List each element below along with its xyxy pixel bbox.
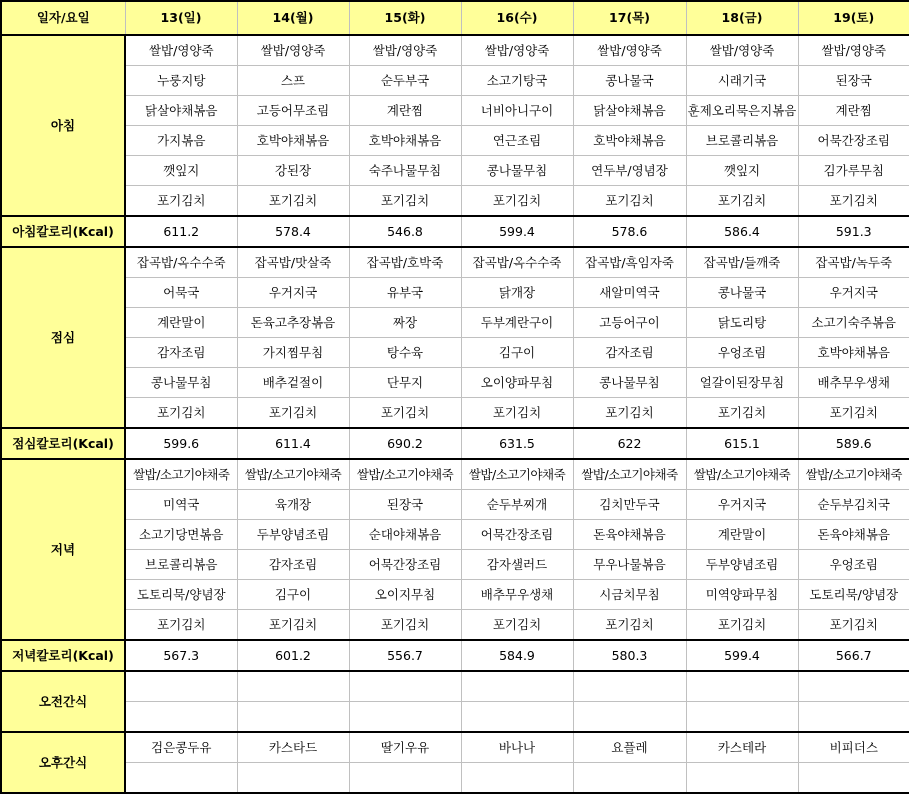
menu-cell: 포기김치 — [125, 186, 237, 217]
breakfast-calorie-label: 아침칼로리(Kcal) — [1, 216, 125, 247]
calorie-value: 580.3 — [573, 640, 686, 671]
menu-cell: 우엉조림 — [686, 338, 798, 368]
menu-cell — [125, 763, 237, 794]
menu-cell: 쌀밥/영양죽 — [349, 35, 461, 66]
am_snack-row — [1, 702, 909, 733]
day-header: 13(일) — [125, 1, 237, 35]
menu-cell: 미역양파무침 — [686, 580, 798, 610]
menu-cell: 감자조림 — [237, 550, 349, 580]
dinner-row — [1, 550, 909, 580]
breakfast-row — [1, 126, 909, 156]
menu-cell — [349, 702, 461, 733]
calorie-value: 631.5 — [461, 428, 573, 459]
menu-cell: 잡곡밥/녹두죽 — [798, 247, 909, 278]
header-row — [1, 1, 909, 35]
menu-cell: 포기김치 — [461, 186, 573, 217]
menu-cell: 호박야채볶음 — [798, 338, 909, 368]
menu-cell: 두부양념조림 — [237, 520, 349, 550]
menu-cell: 쌀밥/영양죽 — [798, 35, 909, 66]
menu-cell: 감자샐러드 — [461, 550, 573, 580]
menu-cell: 포기김치 — [349, 186, 461, 217]
dinner-row — [1, 490, 909, 520]
menu-cell: 잡곡밥/흑임자죽 — [573, 247, 686, 278]
calorie-value: 556.7 — [349, 640, 461, 671]
menu-cell: 포기김치 — [125, 610, 237, 641]
breakfast-row — [1, 66, 909, 96]
dinner-row — [1, 459, 909, 490]
menu-cell: 어묵간장조림 — [798, 126, 909, 156]
menu-cell: 콩나물국 — [686, 278, 798, 308]
menu-cell: 쌀밥/영양죽 — [573, 35, 686, 66]
menu-cell: 우거지국 — [686, 490, 798, 520]
calorie-value: 584.9 — [461, 640, 573, 671]
menu-cell: 고등어구이 — [573, 308, 686, 338]
menu-cell: 어묵간장조림 — [349, 550, 461, 580]
menu-cell: 쌀밥/소고기야채죽 — [461, 459, 573, 490]
breakfast-label: 아침 — [1, 35, 125, 216]
menu-cell: 잡곡밥/옥수수죽 — [125, 247, 237, 278]
calorie-value: 567.3 — [125, 640, 237, 671]
menu-cell: 요플레 — [573, 732, 686, 763]
menu-cell: 시래기국 — [686, 66, 798, 96]
breakfast-row — [1, 96, 909, 126]
menu-cell: 닭도리탕 — [686, 308, 798, 338]
day-header: 15(화) — [349, 1, 461, 35]
menu-cell: 브로콜리볶음 — [686, 126, 798, 156]
menu-cell: 쌀밥/영양죽 — [461, 35, 573, 66]
menu-cell — [237, 763, 349, 794]
menu-cell: 호박야채볶음 — [349, 126, 461, 156]
menu-cell — [461, 702, 573, 733]
menu-cell: 계란찜 — [798, 96, 909, 126]
menu-cell: 너비아니구이 — [461, 96, 573, 126]
calorie-value: 611.2 — [125, 216, 237, 247]
calorie-value: 599.4 — [461, 216, 573, 247]
menu-cell: 순두부김치국 — [798, 490, 909, 520]
menu-cell: 된장국 — [798, 66, 909, 96]
menu-cell: 깻잎지 — [686, 156, 798, 186]
pm_snack-row — [1, 732, 909, 763]
menu-cell: 육개장 — [237, 490, 349, 520]
menu-cell: 쌀밥/소고기야채죽 — [686, 459, 798, 490]
menu-cell: 닭개장 — [461, 278, 573, 308]
menu-cell: 닭살야채볶음 — [125, 96, 237, 126]
menu-cell: 유부국 — [349, 278, 461, 308]
menu-cell: 포기김치 — [798, 186, 909, 217]
lunch-row — [1, 338, 909, 368]
lunch-calorie-row — [1, 428, 909, 459]
menu-cell: 오이지무침 — [349, 580, 461, 610]
menu-cell: 계란말이 — [125, 308, 237, 338]
menu-cell: 잡곡밥/들깨죽 — [686, 247, 798, 278]
calorie-value: 589.6 — [798, 428, 909, 459]
menu-cell: 미역국 — [125, 490, 237, 520]
breakfast-row — [1, 35, 909, 66]
menu-cell: 두부계란구이 — [461, 308, 573, 338]
lunch-row — [1, 247, 909, 278]
menu-cell: 포기김치 — [349, 610, 461, 641]
menu-cell — [686, 763, 798, 794]
dinner-row — [1, 610, 909, 641]
menu-cell: 연근조림 — [461, 126, 573, 156]
breakfast-row — [1, 186, 909, 217]
menu-cell: 쌀밥/소고기야채죽 — [573, 459, 686, 490]
lunch-row — [1, 368, 909, 398]
menu-cell: 오이양파무침 — [461, 368, 573, 398]
menu-cell: 스프 — [237, 66, 349, 96]
menu-cell: 우엉조림 — [798, 550, 909, 580]
calorie-value: 622 — [573, 428, 686, 459]
menu-cell: 돈육야채볶음 — [798, 520, 909, 550]
menu-cell: 강된장 — [237, 156, 349, 186]
menu-cell: 가지찜무침 — [237, 338, 349, 368]
menu-cell: 포기김치 — [125, 398, 237, 429]
menu-cell: 쌀밥/영양죽 — [686, 35, 798, 66]
menu-cell: 감자조림 — [573, 338, 686, 368]
menu-cell: 닭살야채볶음 — [573, 96, 686, 126]
menu-cell: 포기김치 — [573, 610, 686, 641]
menu-cell: 배추겉절이 — [237, 368, 349, 398]
menu-cell: 어묵간장조림 — [461, 520, 573, 550]
menu-cell: 딸기우유 — [349, 732, 461, 763]
menu-cell: 포기김치 — [686, 610, 798, 641]
day-header: 14(월) — [237, 1, 349, 35]
calorie-value: 615.1 — [686, 428, 798, 459]
menu-cell — [798, 671, 909, 702]
am_snack-label: 오전간식 — [1, 671, 125, 732]
menu-cell: 순두부찌개 — [461, 490, 573, 520]
menu-cell: 김구이 — [461, 338, 573, 368]
menu-cell: 우거지국 — [237, 278, 349, 308]
menu-cell: 연두부/영념장 — [573, 156, 686, 186]
day-header: 18(금) — [686, 1, 798, 35]
menu-cell: 콩나물무침 — [125, 368, 237, 398]
menu-cell: 검은콩두유 — [125, 732, 237, 763]
menu-cell: 단무지 — [349, 368, 461, 398]
menu-cell: 호박야채볶음 — [237, 126, 349, 156]
menu-cell: 잡곡밥/옥수수죽 — [461, 247, 573, 278]
menu-cell: 포기김치 — [573, 398, 686, 429]
calorie-value: 601.2 — [237, 640, 349, 671]
menu-cell: 호박야채볶음 — [573, 126, 686, 156]
menu-cell: 계란찜 — [349, 96, 461, 126]
menu-cell — [686, 671, 798, 702]
menu-cell: 감자조림 — [125, 338, 237, 368]
menu-cell: 쌀밥/소고기야채죽 — [798, 459, 909, 490]
menu-cell: 숙주나물무침 — [349, 156, 461, 186]
calorie-value: 591.3 — [798, 216, 909, 247]
menu-cell: 누룽지탕 — [125, 66, 237, 96]
breakfast-row — [1, 156, 909, 186]
menu-cell: 포기김치 — [573, 186, 686, 217]
menu-cell: 카스타드 — [237, 732, 349, 763]
menu-cell: 쌀밥/영양죽 — [237, 35, 349, 66]
menu-cell: 계란말이 — [686, 520, 798, 550]
menu-cell: 무우나물볶음 — [573, 550, 686, 580]
menu-cell: 포기김치 — [798, 398, 909, 429]
menu-cell: 콩나물무침 — [573, 368, 686, 398]
dinner-label: 저녁 — [1, 459, 125, 640]
menu-cell: 고등어무조림 — [237, 96, 349, 126]
menu-cell: 포기김치 — [798, 610, 909, 641]
menu-cell: 김치만두국 — [573, 490, 686, 520]
menu-cell: 탕수육 — [349, 338, 461, 368]
menu-cell: 시금치무침 — [573, 580, 686, 610]
calorie-value: 599.6 — [125, 428, 237, 459]
menu-cell: 포기김치 — [237, 186, 349, 217]
menu-cell: 소고기당면볶음 — [125, 520, 237, 550]
menu-cell — [349, 671, 461, 702]
menu-cell — [573, 763, 686, 794]
menu-cell: 배추무우생채 — [798, 368, 909, 398]
menu-cell: 배추무우생채 — [461, 580, 573, 610]
menu-cell: 우거지국 — [798, 278, 909, 308]
menu-cell: 두부양념조림 — [686, 550, 798, 580]
day-header: 16(수) — [461, 1, 573, 35]
calorie-value: 578.6 — [573, 216, 686, 247]
menu-cell — [237, 671, 349, 702]
calorie-value: 546.8 — [349, 216, 461, 247]
pm_snack-row — [1, 763, 909, 794]
menu-cell — [686, 702, 798, 733]
menu-cell: 잡곡밥/호박죽 — [349, 247, 461, 278]
dinner-calorie-label: 저녁칼로리(Kcal) — [1, 640, 125, 671]
date-day-header: 일자/요일 — [1, 1, 125, 35]
lunch-row — [1, 278, 909, 308]
menu-cell: 가지볶음 — [125, 126, 237, 156]
menu-cell: 카스테라 — [686, 732, 798, 763]
menu-cell: 쌀밥/영양죽 — [125, 35, 237, 66]
menu-cell: 콩나물무침 — [461, 156, 573, 186]
calorie-value: 578.4 — [237, 216, 349, 247]
menu-cell: 짜장 — [349, 308, 461, 338]
calorie-value: 611.4 — [237, 428, 349, 459]
lunch-label: 점심 — [1, 247, 125, 428]
menu-cell — [125, 671, 237, 702]
menu-cell: 새알미역국 — [573, 278, 686, 308]
menu-cell: 포기김치 — [349, 398, 461, 429]
menu-cell: 포기김치 — [686, 186, 798, 217]
menu-cell: 김가루무침 — [798, 156, 909, 186]
menu-cell: 소고기숙주볶음 — [798, 308, 909, 338]
menu-cell: 포기김치 — [237, 398, 349, 429]
pm_snack-label: 오후간식 — [1, 732, 125, 793]
dinner-calorie-row — [1, 640, 909, 671]
menu-cell: 순두부국 — [349, 66, 461, 96]
calorie-value: 586.4 — [686, 216, 798, 247]
menu-cell — [573, 671, 686, 702]
menu-cell: 훈제오리묵은지볶음 — [686, 96, 798, 126]
menu-cell: 잡곡밥/맛살죽 — [237, 247, 349, 278]
lunch-calorie-label: 점심칼로리(Kcal) — [1, 428, 125, 459]
menu-cell: 돈육야채볶음 — [573, 520, 686, 550]
menu-cell: 포기김치 — [686, 398, 798, 429]
menu-cell: 포기김치 — [237, 610, 349, 641]
menu-cell: 브로콜리볶음 — [125, 550, 237, 580]
menu-cell — [798, 702, 909, 733]
menu-cell: 얼갈이된장무침 — [686, 368, 798, 398]
day-header: 17(목) — [573, 1, 686, 35]
calorie-value: 599.4 — [686, 640, 798, 671]
menu-cell — [461, 763, 573, 794]
menu-cell — [573, 702, 686, 733]
menu-cell: 순대야채볶음 — [349, 520, 461, 550]
calorie-value: 566.7 — [798, 640, 909, 671]
menu-cell — [798, 763, 909, 794]
menu-cell: 포기김치 — [461, 610, 573, 641]
menu-cell: 콩나물국 — [573, 66, 686, 96]
lunch-row — [1, 308, 909, 338]
menu-cell: 바나나 — [461, 732, 573, 763]
breakfast-calorie-row — [1, 216, 909, 247]
menu-cell: 어묵국 — [125, 278, 237, 308]
menu-cell: 소고기탕국 — [461, 66, 573, 96]
dinner-row — [1, 580, 909, 610]
menu-cell — [349, 763, 461, 794]
dinner-row — [1, 520, 909, 550]
menu-cell: 도토리묵/양념장 — [125, 580, 237, 610]
menu-cell: 쌀밥/소고기야채죽 — [349, 459, 461, 490]
menu-cell: 비피더스 — [798, 732, 909, 763]
menu-cell: 도토리묵/양념장 — [798, 580, 909, 610]
menu-cell: 돈육고추장볶음 — [237, 308, 349, 338]
menu-cell: 깻잎지 — [125, 156, 237, 186]
lunch-row — [1, 398, 909, 429]
day-header: 19(토) — [798, 1, 909, 35]
menu-cell — [125, 702, 237, 733]
menu-cell — [237, 702, 349, 733]
menu-cell: 김구이 — [237, 580, 349, 610]
menu-cell: 포기김치 — [461, 398, 573, 429]
menu-cell: 쌀밥/소고기야채죽 — [237, 459, 349, 490]
menu-cell: 된장국 — [349, 490, 461, 520]
menu-cell: 쌀밥/소고기야채죽 — [125, 459, 237, 490]
menu-cell — [461, 671, 573, 702]
calorie-value: 690.2 — [349, 428, 461, 459]
am_snack-row — [1, 671, 909, 702]
